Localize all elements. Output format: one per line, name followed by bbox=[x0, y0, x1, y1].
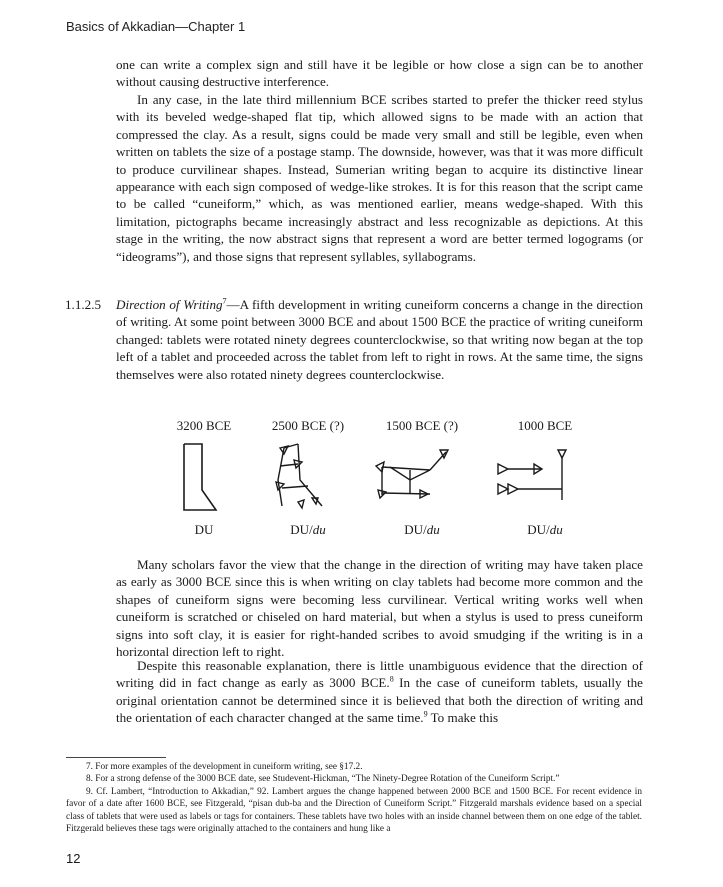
caption-italic: du bbox=[312, 522, 326, 537]
evidence-text-a: Despite this reasonable explanation, there is little unambiguous evidence that the direction of writing did in fact change as early as 3000 BCE. bbox=[116, 658, 643, 691]
figure-date-2: 2500 BCE (?) bbox=[271, 418, 345, 433]
footnote-ref-7: 7 bbox=[222, 296, 227, 306]
section-paragraph bbox=[116, 296, 643, 383]
paragraph-scholars-view: Many scholars favor the view that the change in the direction of writing may have taken place as early as 3000 BCE since this is when writing on clay tablets had become more common and the shapes of cuneiform signs were becoming less curvilinear. Vertical writing works well when cuneiform is scratched or chiseled on hard material, but when a stylus is used to press cuneiform signs into soft clay, it is easier for right-handed scribes to avoid smudging if the writing is in a horizontal direction left to right. bbox=[116, 557, 643, 660]
footnote-8: 8. For a strong defense of the 3000 BCE date, see Studevent-Hickman, “The Ninety-Degree Rotation of the Cuneiform Script.” bbox=[86, 774, 560, 785]
du-sign-1000-icon bbox=[494, 440, 574, 515]
caption-italic: du bbox=[426, 522, 440, 537]
du-sign-2500-icon bbox=[268, 440, 338, 515]
running-head: Basics of Akkadian—Chapter 1 bbox=[66, 19, 246, 34]
footnote-9: 9. Cf. Lambert, “Introduction to Akkadian,” 92. Lambert argues the change happened between 2000 BCE and 1500 BCE. For recent evidence in favor of a date after 1600 BCE, see Fitzgerald, “pisan dub-ba and the Direction of Cuneiform Script.” Fitzgerald marshals evidence based on a special class of tablets that were used as labels or tags for containers. These tablets have two holes with an inside channel between them on one edge of the tablet. Fitzgerald believes these tags were originally attached to the containers and hung like a bbox=[66, 786, 642, 835]
figure-date-1: 3200 BCE bbox=[176, 418, 232, 433]
caption-roman: DU/ bbox=[290, 522, 313, 537]
caption-italic: du bbox=[549, 522, 563, 537]
section-title: Direction of Writing bbox=[116, 297, 223, 312]
figure-caption-1 bbox=[149, 522, 259, 538]
paragraph-reed-stylus: In any case, in the late third millennium BCE scribes started to prefer the thicker reed stylus with its beveled wedge-shaped flat tip, which allowed signs to be made with an action that compressed the clay. As a result, signs could be made very small and still be legible, even when written on tablets the size of a postage stamp. The downside, however, was that it was more difficult to produce curvilinear shapes. Instead, Sumerian writing began to acquire its distinctive linear appearance with each sign composed of wedge-like strokes. It is for this reason that the script came to be called “cuneiform,” which, as was mentioned earlier, means wedge-shaped. With this limitation, pictographs became increasingly abstract and less recognizable as depictions. At this stage in the writing, the now abstract signs that represent a word are better termed logograms (or “ideograms”), and those signs that represent syllables, syllabograms. bbox=[116, 92, 643, 264]
paragraph-evidence bbox=[116, 657, 643, 727]
du-sign-3200-icon bbox=[170, 440, 240, 515]
footnote-7: 7. For more examples of the development in cuneiform writing, see §17.2. bbox=[86, 762, 363, 772]
page-number: 12 bbox=[66, 851, 81, 866]
footnotes bbox=[66, 761, 642, 835]
footnote-ref-9: 9 bbox=[423, 709, 428, 719]
caption-roman: DU bbox=[194, 522, 214, 537]
figure-caption-3 bbox=[367, 522, 477, 538]
section-text: —A fifth development in writing cuneiform concerns a change in the direction of writing. At some point between 3000 BCE and about 1500 BCE the practice of writing cuneiform changed: tablets were rotated ninety degrees counterclockwise, so that writing now began at the top left of a tablet and proceeded across the tablet from left to right in rows. At the same time, the signs themselves were also rotated ninety degrees counterclockwise. bbox=[116, 297, 644, 382]
figure-date-3: 1500 BCE (?) bbox=[385, 418, 459, 433]
footnote-divider bbox=[66, 757, 166, 758]
figure-caption-4 bbox=[490, 522, 600, 538]
evidence-text-c: To make this bbox=[427, 710, 499, 726]
caption-roman: DU/ bbox=[527, 522, 550, 537]
caption-roman: DU/ bbox=[404, 522, 427, 537]
figure-date-4: 1000 BCE bbox=[517, 418, 573, 433]
section-number: 1.1.2.5 bbox=[65, 297, 102, 312]
figure-caption-2 bbox=[253, 522, 363, 538]
du-sign-1500-icon bbox=[370, 440, 450, 515]
footnote-ref-8: 8 bbox=[389, 675, 394, 685]
paragraph-continuation: one can write a complex sign and still have it be legible or how close a sign can be to another without causing destructive interference. bbox=[116, 57, 643, 90]
evidence-text-b: In the case of cuneiform tablets, usually the original orientation cannot be determined since it is believed that both the direction of writing and the orientation of each character changed at the same time. bbox=[116, 675, 643, 726]
